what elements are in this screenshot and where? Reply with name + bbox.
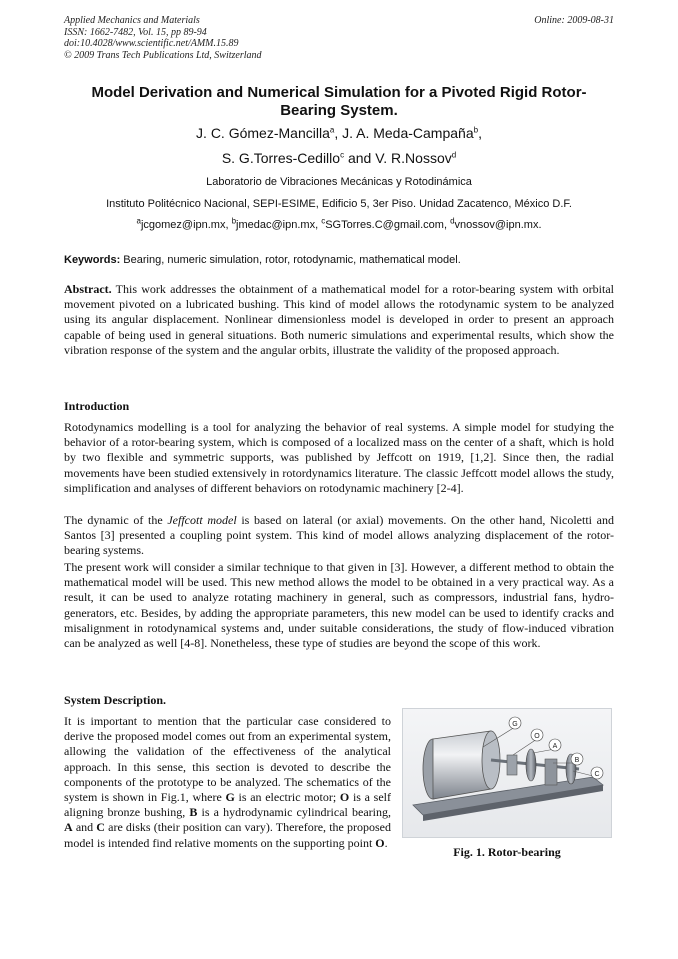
figure-label-g: G [512,721,518,728]
author-separator: and [344,150,376,166]
author-sup: a [329,125,335,135]
intro-p2-emphasis: Jeffcott model [167,513,237,527]
email-sup: c [321,216,326,226]
rotor-bearing-figure [402,708,612,838]
rotor-bearing-illustration [403,709,611,837]
author-name: S. G.Torres-Cedillo [221,150,341,166]
keywords-text: Bearing, numeric simulation, rotor, rotodynamic, mathematical model. [120,254,461,266]
symbol-o: O [339,790,350,805]
journal-doi: doi:10.4028/www.scientific.net/AMM.15.89 [64,38,239,49]
author-emails: $^a$jcgomez@ipn.mx, $^b$jmedac@ipn.mx, $^c$SGTorres.C@gmail.com, $^d$vnossov@ipn.mx. [136,216,542,231]
symbol-c: C [96,820,105,835]
authors-line-1 [64,124,614,142]
affiliation-lab: Laboratorio de Vibraciones Mecánicas y Rotodinámica [206,176,472,188]
author-name: J. C. Gómez-Mancilla [196,125,330,141]
system-text: are disks (their position can vary). Therefore, the proposed model is intended find relative moments on the supporting point [64,820,391,850]
symbol-g: G [225,790,235,805]
author-sup: d [451,150,457,160]
figure-label-b: B [574,757,580,764]
paper-title: Model Derivation and Numerical Simulation for a Pivoted Rigid Rotor-Bearing System. [91,84,587,119]
figure-label-o: O [534,733,540,740]
author-sup: c [340,150,345,160]
author-separator: , [334,125,343,141]
symbol-o: O [375,835,385,850]
email-sup: d [450,216,455,226]
abstract [64,282,614,358]
intro-p2-text: is based on lateral (or axial) movements. On the other hand, Nicoletti and Santos [3] presented a coupling point system. This kind of model allows analyzing displacement of the rotor-bearing systems. [64,513,615,558]
author-name: J. A. Meda-Campaña [342,125,474,141]
disk-a [526,749,536,781]
journal-name: Applied Mechanics and Materials [64,15,200,26]
system-text: . [384,835,388,850]
email-link[interactable]: SGTorres.C@gmail.com [325,219,444,231]
journal-issn: ISSN: 1662-7482, Vol. 15, pp 89-94 [64,26,207,38]
system-description-heading: System Description. [64,693,166,707]
author-name: V. R.Nossov [375,150,452,166]
bushing [507,755,517,775]
system-text: is an electric motor; [234,790,340,805]
authors-line-2 [64,149,614,167]
author-sup: b [473,125,479,135]
online-date: Online: 2009-08-31 [534,15,614,26]
keywords [64,253,614,267]
author-separator: , [478,125,482,141]
symbol-a: A [64,820,73,835]
abstract-text: This work addresses the obtainment of a mathematical model for a rotor-bearing system with orbital movement pivoted on a lubricated bushing. This kind of model allows the rotodynamic system to be analyzed using its angular displacement. Nonlinear dimensionless model is developed in order to present an approach capable of being used in general situations. Both numeric simulations and experimental results, which show the vibration response of the system and the angular orbits, illustrate the validity of the proposed approach. [64,282,614,357]
journal-info [64,15,262,61]
system-text: is a hydrodynamic cylindrical bearing, [197,805,391,820]
journal-copyright: © 2009 Trans Tech Publications Ltd, Switzerland [64,49,262,61]
system-text: is a self aligning bronze bushing, [64,790,391,820]
email-sup: b [231,216,237,226]
introduction-paragraph-2 [64,513,614,559]
intro-p2-text: The dynamic of the [64,513,168,527]
introduction-heading: Introduction [64,399,130,413]
keywords-label: Keywords: [64,254,121,266]
figure-label-a: A [552,743,558,750]
introduction-paragraph-1: Rotodynamics modelling is a tool for analyzing the behavior of real systems. A simple model for studying the behavior of a rotor-bearing system, which is composed of a localized mass on the center of a shaft, which is hold by two flexible and symmetric supports, was published by Jeffcott on 1919, [1,2]. Since then, the radial movements have been studied extensively in rotordynamics literature. The classic Jeffcott model allows the study, simplification and analyses of different behaviors on rotodynamic machinery [2-4]. [64,420,614,495]
affiliation-institute: Instituto Politécnico Nacional, SEPI-ESIME, Edificio 5, 3er Piso. Unidad Zacatenco, México D.F. [106,198,572,210]
figure-caption: Fig. 1. Rotor-bearing [453,845,561,859]
symbol-b: B [189,805,198,820]
email-sup: a [136,216,141,226]
abstract-label: Abstract. [64,282,112,296]
email-link[interactable]: jcgomez@ipn.mx [140,219,226,231]
figure-label-c: C [594,771,600,778]
email-link[interactable]: jmedac@ipn.mx [236,219,316,231]
system-description-paragraph [64,714,391,851]
system-text: and [72,820,97,835]
email-link[interactable]: vnossov@ipn.mx. [454,219,542,231]
system-text: It is important to mention that the particular case considered to derive the proposed model comes out from an experimental system, allowing the validation of the effectiveness of the analytical approach. In this sense, this section is devoted to describe the components of the prototype to be analyzed. The schematics of the system is shown in Fig.1, where [64,714,391,805]
introduction-paragraph-3: The present work will consider a similar technique to that given in [3]. However, a different method to obtain the mathematical model will be used. This new method allows the model to be obtained in a very practical way. As a result, it can be used to analyze rotating machinery in general, such as compressors, industrial fans, hydro-generators, etc. Besides, by adding the appropriate parameters, this new model can be used to identify cracks and misalignment in rotodynamical systems and, under suitable considerations, the study of flow-induced vibration can be analyzed as well [4-8]. Nonetheless, these type of studies are beyond the scope of this work. [64,560,614,651]
